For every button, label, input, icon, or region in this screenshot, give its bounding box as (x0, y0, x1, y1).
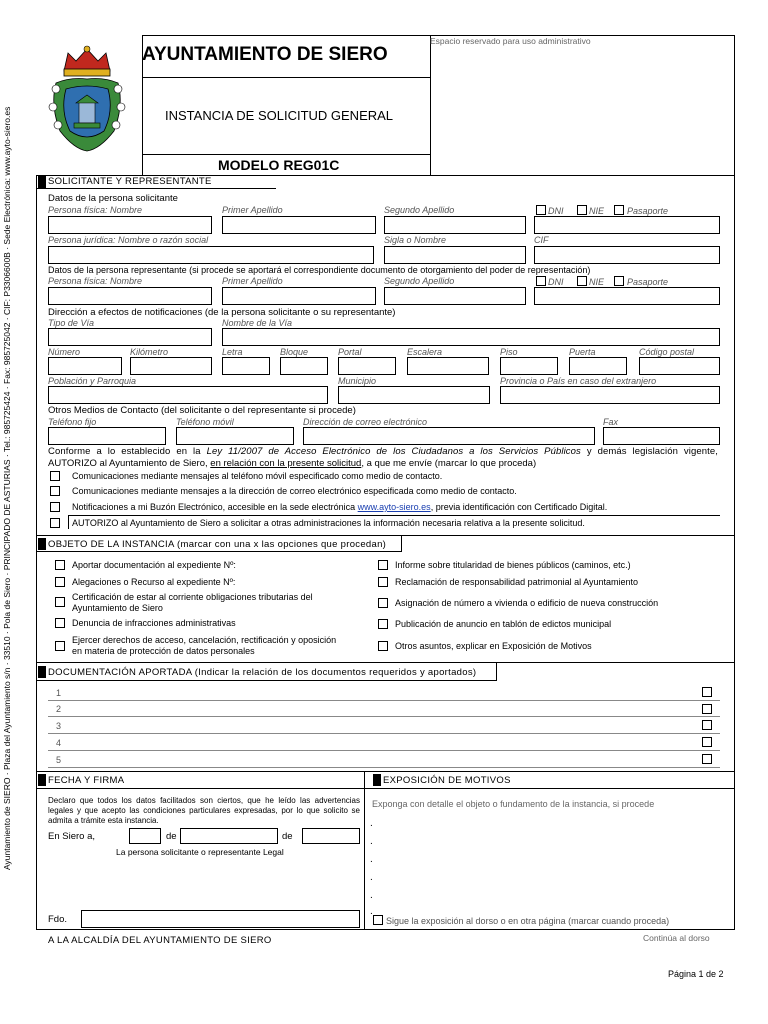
field-rep-apellido1[interactable] (222, 287, 376, 305)
checkbox-doc-4[interactable] (702, 737, 712, 747)
label-provincia: Provincia o País en caso del extranjero (500, 376, 657, 386)
option-email: Comunicaciones mediante mensajes a la dirección de correo electrónico especificada como medio de contacto. (72, 486, 517, 496)
autorizo-rule-left (68, 515, 69, 529)
field-cif[interactable] (534, 246, 720, 264)
label-letra: Letra (222, 347, 243, 357)
objeto-reclamacion: Reclamación de responsabilidad patrimonial al Ayuntamiento (395, 577, 638, 587)
checkbox-doc-3[interactable] (702, 720, 712, 730)
declaro-text: Declaro que todos los datos facilitados son ciertos, que he leído las advertencias legales y que acepto las condiciones particulares expresadas, por lo que solicito se admita a trámite esta instancia. (48, 796, 360, 825)
ley-reference: Ley 11/2007 de Acceso Electrónico de los Ciudadanos a los Servicios Públicos (206, 446, 581, 457)
field-municipio[interactable] (338, 386, 490, 404)
label-juridica: Persona jurídica: Nombre o razón social (48, 235, 209, 245)
conforme-2b: en relación con la presente solicitud (210, 458, 362, 469)
checkbox-dni[interactable] (536, 205, 546, 215)
field-rep-nombre[interactable] (48, 287, 212, 305)
label-cif: CIF (534, 235, 549, 245)
text-dot: . (370, 836, 373, 847)
label-tipo-via: Tipo de Vía (48, 318, 94, 328)
section-marker (38, 666, 46, 678)
field-nombre[interactable] (48, 216, 212, 234)
fdo-label: Fdo. (48, 914, 68, 925)
field-portal[interactable] (338, 357, 396, 375)
checkbox-pasaporte[interactable] (614, 205, 624, 215)
label-rep-dni: DNI (548, 277, 564, 287)
field-kilometro[interactable] (130, 357, 212, 375)
checkbox-buzon[interactable] (50, 502, 60, 512)
field-telefono-fijo[interactable] (48, 427, 166, 445)
section-rule (36, 535, 735, 536)
label-email: Dirección de correo electrónico (303, 417, 428, 427)
checkbox-rep-nie[interactable] (577, 276, 587, 286)
label-puerta: Puerta (569, 347, 596, 357)
checkbox-objeto-informe[interactable] (378, 560, 388, 570)
label-rep-nie: NIE (589, 277, 605, 287)
doc-row-number: 5 (56, 755, 62, 765)
option-buzon-b: , previa identificación con Certificado Digital. (430, 502, 608, 512)
conforme-2c: , a que me envíe (marcar lo que proceda) (361, 458, 537, 469)
header-line (142, 154, 431, 155)
field-email[interactable] (303, 427, 595, 445)
checkbox-objeto-asignacion[interactable] (378, 598, 388, 608)
section-rule (36, 680, 496, 681)
label-escalera: Escalera (407, 347, 443, 357)
label-telefono-movil: Teléfono móvil (176, 417, 234, 427)
checkbox-objeto-derechos[interactable] (55, 641, 65, 651)
doc-row-number: 4 (56, 738, 62, 748)
label-sigla: Sigla o Nombre (384, 235, 447, 245)
label-codigo-postal: Código postal (639, 347, 695, 357)
section-title-fecha-firma: FECHA Y FIRMA (48, 775, 125, 786)
label-portal: Portal (338, 347, 362, 357)
persona-label: La persona solicitante o representante Legal (116, 847, 284, 857)
header-line (142, 77, 431, 78)
section-rule (364, 788, 735, 789)
field-nombre-via[interactable] (222, 328, 720, 346)
otros-medios-subtitle: Otros Medios de Contacto (del solicitante o del representante si procede) (48, 405, 356, 416)
section-title-documentacion: DOCUMENTACIÓN APORTADA (Indicar la relación de los documentos requeridos y aportados) (48, 667, 477, 678)
header-title: AYUNTAMIENTO DE SIERO (142, 44, 388, 65)
label-kilometro: Kilómetro (130, 347, 169, 357)
de-label-1: de (166, 831, 177, 842)
section-title-solicitante: SOLICITANTE Y REPRESENTANTE (48, 176, 212, 187)
option-buzon (72, 502, 607, 512)
checkbox-objeto-reclamacion[interactable] (378, 577, 388, 587)
objeto-certificacion: Certificación de estar al corriente obligaciones tributarias del Ayuntamiento de Siero (72, 592, 313, 613)
label-apellido2: Segundo Apellido (384, 205, 455, 215)
label-rep-apellido2: Segundo Apellido (384, 276, 455, 286)
checkbox-objeto-aportar[interactable] (55, 560, 65, 570)
label-poblacion: Población y Parroquia (48, 376, 137, 386)
field-letra[interactable] (222, 357, 270, 375)
continua-label: Continúa al dorso (643, 933, 710, 943)
label-fax: Fax (603, 417, 619, 427)
doc-row-line (48, 750, 720, 751)
text-dot: . (370, 854, 373, 865)
field-poblacion[interactable] (48, 386, 328, 404)
page-number: Página 1 de 2 (668, 969, 724, 979)
field-numero[interactable] (48, 357, 122, 375)
label-pasaporte: Pasaporte (627, 206, 669, 216)
text-dot: . (370, 890, 373, 901)
de-label-2: de (282, 831, 293, 842)
section-rule (36, 188, 276, 189)
objeto-denuncia: Denuncia de infracciones administrativas (72, 618, 236, 628)
checkbox-autorizo[interactable] (50, 518, 60, 528)
objeto-aportar: Aportar documentación al expediente Nº: (72, 560, 236, 570)
section-rule (36, 662, 735, 663)
objeto-derechos: Ejercer derechos de acceso, cancelación, rectificación y oposición en materia de protección de datos personales (72, 635, 337, 656)
field-codigo-postal[interactable] (639, 357, 720, 375)
section-marker (38, 774, 46, 786)
text-dot: . (370, 906, 373, 917)
doc-row-line (48, 767, 720, 768)
objeto-publicacion: Publicación de anuncio en tablón de edictos municipal (395, 619, 612, 629)
section-rule-v (496, 662, 497, 681)
conforme-text-line2 (48, 458, 536, 469)
field-provincia[interactable] (500, 386, 720, 404)
doc-row-number: 1 (56, 688, 62, 698)
field-sigla[interactable] (384, 246, 526, 264)
section-rule-v (401, 535, 402, 552)
field-anio[interactable] (302, 828, 360, 844)
label-rep-nombre: Persona física: Nombre (48, 276, 143, 286)
en-siero-label: En Siero a, (48, 831, 95, 842)
checkbox-objeto-alegaciones[interactable] (55, 577, 65, 587)
doc-row-number: 2 (56, 704, 62, 714)
field-apellido1[interactable] (222, 216, 376, 234)
objeto-asignacion: Asignación de número a vivienda o edificio de nueva construcción (395, 598, 659, 608)
field-razon-social[interactable] (48, 246, 374, 264)
option-buzon-a: Notificaciones a mi Buzón Electrónico, accesible en la sede electrónica (72, 502, 358, 512)
checkbox-objeto-publicacion[interactable] (378, 619, 388, 629)
representante-subtitle: Datos de la persona representante (si procede se aportará el correspondiente documento de otorgamiento del poder de representación) (48, 265, 591, 275)
field-telefono-movil[interactable] (176, 427, 294, 445)
objeto-alegaciones: Alegaciones o Recurso al expediente Nº: (72, 577, 236, 587)
section-marker (38, 176, 46, 188)
doc-row-line (48, 733, 720, 734)
objeto-otros: Otros asuntos, explicar en Exposición de Motivos (395, 641, 592, 651)
option-autorizo: AUTORIZO al Ayuntamiento de Siero a solicitar a otras administraciones la información necesaria relativa a la presente solicitud. (72, 518, 585, 528)
direccion-subtitle: Dirección a efectos de notificaciones (de la persona solicitante o su representante) (48, 307, 396, 318)
label-nombre-via: Nombre de la Vía (222, 318, 293, 328)
section-marker (373, 774, 381, 786)
label-bloque: Bloque (280, 347, 309, 357)
label-dni: DNI (548, 206, 564, 216)
label-rep-pasaporte: Pasaporte (627, 277, 669, 287)
text-dot: . (370, 818, 373, 829)
checkbox-doc-2[interactable] (702, 704, 712, 714)
side-address-text: Ayuntamiento de SIERO · Plaza del Ayuntamiento s/n · 33510 · Pola de Siero · PRINCIPADO DE ASTURIAS · Tel.: 985725424 · Fax: 985725042 · CIF: P3306600B · Sede Electrónica: www.ayto-siero.es (2, 106, 12, 870)
checkbox-email[interactable] (50, 486, 60, 496)
model-code: MODELO REG01C (218, 157, 340, 173)
field-fax[interactable] (603, 427, 720, 445)
conforme-1c: y demás legislación vigente, (580, 446, 718, 457)
checkbox-objeto-certificacion[interactable] (55, 597, 65, 607)
checkbox-objeto-otros[interactable] (378, 641, 388, 651)
column-divider (364, 771, 365, 930)
checkbox-doc-1[interactable] (702, 687, 712, 697)
label-nombre: Persona física: Nombre (48, 205, 143, 215)
section-title-objeto: OBJETO DE LA INSTANCIA (marcar con una x las opciones que procedan) (48, 539, 387, 550)
field-firma[interactable] (81, 910, 360, 928)
option-sms: Comunicaciones mediante mensajes al teléfono móvil especificado como medio de contacto. (72, 471, 443, 481)
autorizo-rule (68, 515, 720, 516)
label-telefono-fijo: Teléfono fijo (48, 417, 97, 427)
solicitante-subtitle: Datos de la persona solicitante (48, 193, 178, 204)
header-subtitle: INSTANCIA DE SOLICITUD GENERAL (165, 108, 394, 123)
text-dot: . (370, 872, 373, 883)
conforme-2a: AUTORIZO al Ayuntamiento de Siero, (48, 458, 211, 469)
field-puerta[interactable] (569, 357, 627, 375)
doc-row-line (48, 700, 720, 701)
label-piso: Piso (500, 347, 518, 357)
section-marker (38, 538, 46, 550)
section-rule (36, 771, 735, 772)
checkbox-rep-pasaporte[interactable] (614, 276, 624, 286)
admin-space-label: Espacio reservado para uso administrativo (430, 36, 591, 46)
field-apellido2[interactable] (384, 216, 526, 234)
checkbox-nie[interactable] (577, 205, 587, 215)
coat-of-arms-logo (48, 45, 126, 153)
field-tipo-via[interactable] (48, 328, 212, 346)
field-mes[interactable] (180, 828, 278, 844)
doc-row-number: 3 (56, 721, 62, 731)
field-documento[interactable] (534, 216, 720, 234)
checkbox-objeto-denuncia[interactable] (55, 618, 65, 628)
label-municipio: Municipio (338, 376, 377, 386)
checkbox-sigue-dorso[interactable] (373, 915, 383, 925)
field-rep-apellido2[interactable] (384, 287, 526, 305)
checkbox-doc-5[interactable] (702, 754, 712, 764)
checkbox-rep-dni[interactable] (536, 276, 546, 286)
field-escalera[interactable] (407, 357, 489, 375)
field-bloque[interactable] (280, 357, 328, 375)
label-nie: NIE (589, 206, 605, 216)
sede-link[interactable]: www.ayto-siero.es (357, 502, 431, 512)
conforme-1a: Conforme a lo establecido en la (48, 446, 207, 457)
field-rep-documento[interactable] (534, 287, 720, 305)
sigue-label: Sigue la exposición al dorso o en otra página (marcar cuando proceda) (386, 916, 670, 926)
section-rule (36, 788, 364, 789)
conforme-text-line1 (48, 446, 718, 457)
exposicion-placeholder[interactable]: Exponga con detalle el objeto o fundamento de la instancia, si procede (372, 799, 655, 809)
section-title-exposicion: EXPOSICIÓN DE MOTIVOS (383, 775, 511, 786)
section-rule (36, 551, 402, 552)
doc-row-line (48, 716, 720, 717)
label-numero: Número (48, 347, 81, 357)
checkbox-sms[interactable] (50, 471, 60, 481)
objeto-informe: Informe sobre titularidad de bienes públicos (caminos, etc.) (395, 560, 631, 570)
field-piso[interactable] (500, 357, 558, 375)
alcaldia-label: A LA ALCALDÍA DEL AYUNTAMIENTO DE SIERO (48, 935, 272, 946)
label-rep-apellido1: Primer Apellido (222, 276, 283, 286)
field-dia[interactable] (129, 828, 161, 844)
label-apellido1: Primer Apellido (222, 205, 283, 215)
